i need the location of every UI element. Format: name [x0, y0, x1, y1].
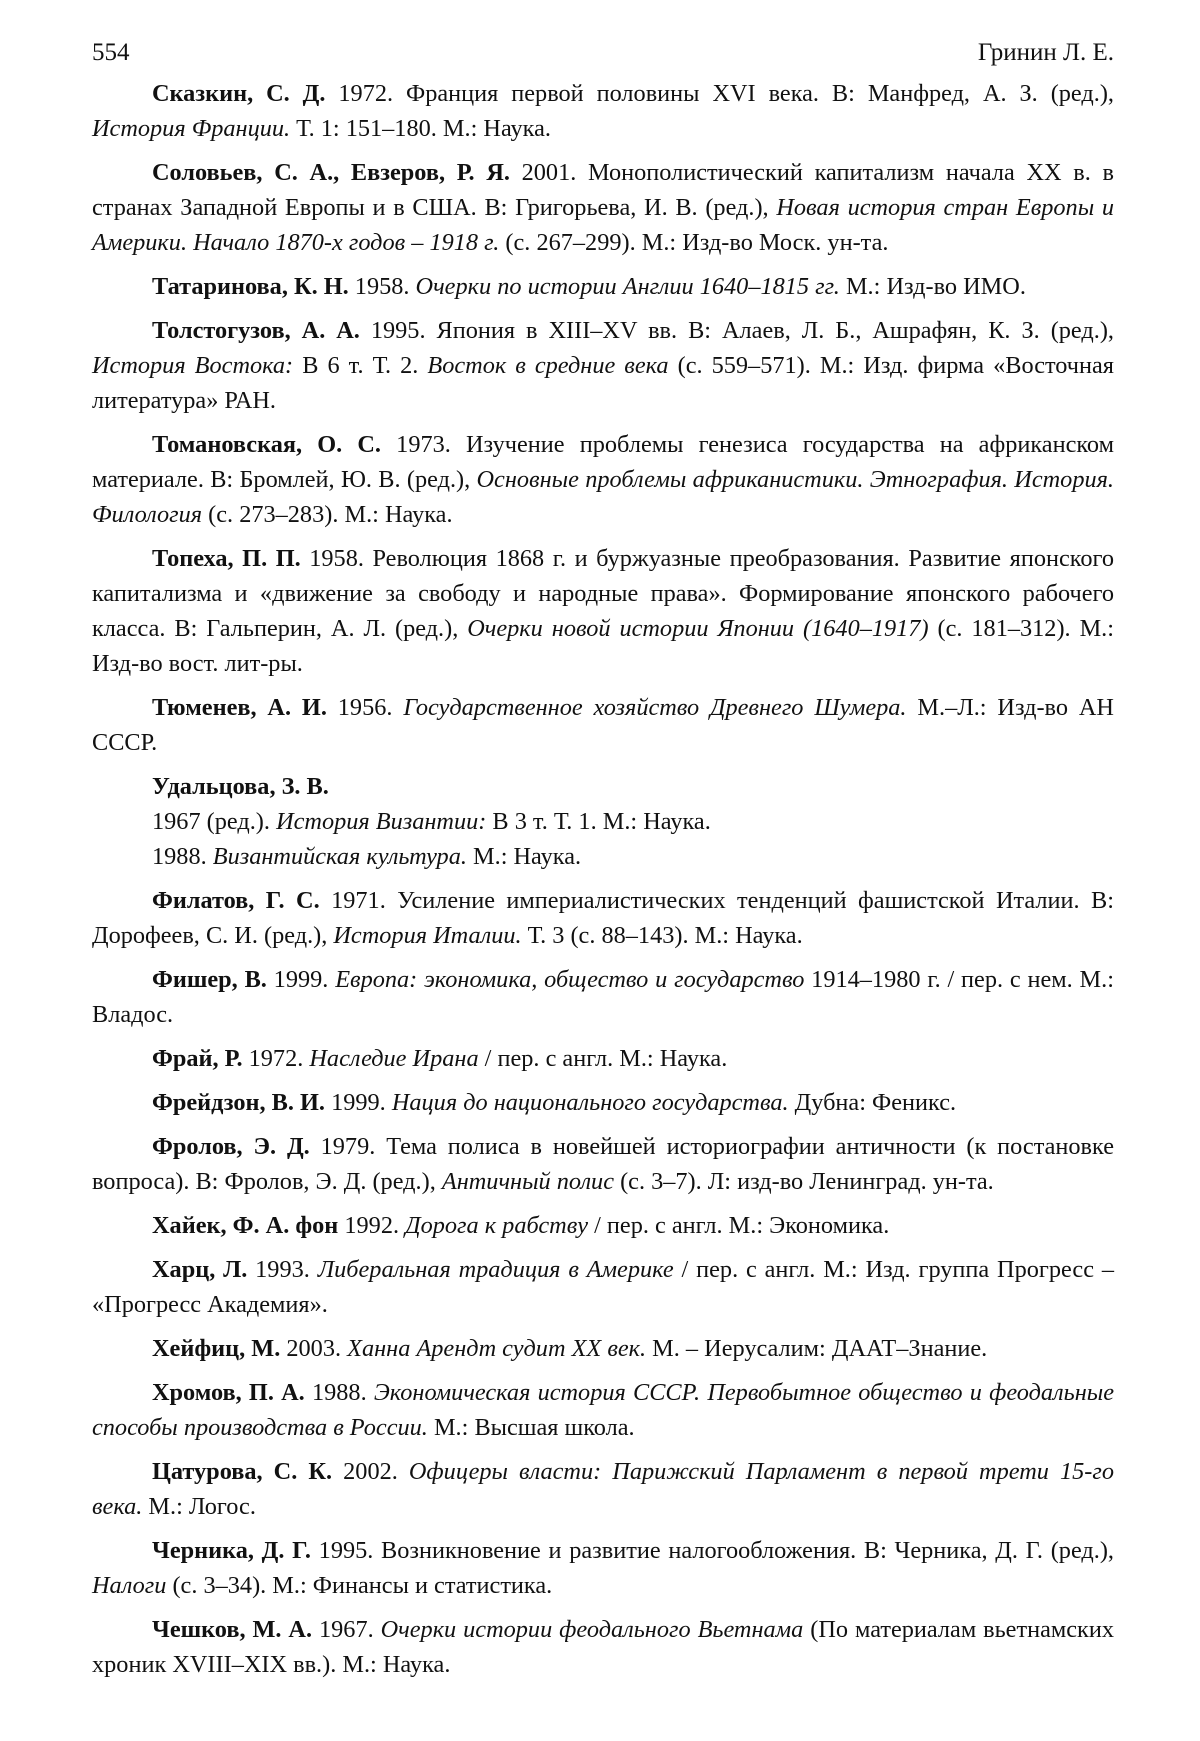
bibliography-entry: Толстогузов, А. А. 1995. Япония в XIII–XV вв. В: Алаев, Л. Б., Ашрафян, К. З. (ред.), История Востока: В 6 т. Т. 2. Восток в средние века (с. 559–571). М.: Изд. фирма «Восточная литература» РАН.	[92, 317, 1115, 414]
bibliography-entry: Томановская, О. С. 1973. Изучение проблемы генезиса государства на африканском материале. В: Бромлей, Ю. В. (ред.), Основные проблемы африканистики. Этнография. История. Филология (с. 273–283). М.: Наука.	[92, 431, 1114, 528]
bibliography-entry: Татаринова, К. Н. 1958. Очерки по истории Англии 1640–1815 гг. М.: Изд-во ИМО.	[152, 273, 1026, 300]
sub-entry: 1988. Византийская культура. М.: Наука.	[152, 843, 582, 870]
bibliography-entry: Харц, Л. 1993. Либеральная традиция в Америке / пер. с англ. М.: Изд. группа Прогресс – «Прогресс Академия».	[92, 1256, 1114, 1318]
bibliography-entry: Филатов, Г. С. 1971. Усиление империалистических тенденций фашистской Италии. В: Дорофеев, С. И. (ред.), История Италии. Т. 3 (с. 88–143). М.: Наука.	[92, 887, 1114, 949]
bibliography-entry: Хейфиц, М. 2003. Ханна Арендт судит XX век. М. – Иерусалим: ДААТ–Знание.	[152, 1335, 988, 1362]
sub-entry: 1967 (ред.). История Византии: В 3 т. Т. 1. М.: Наука.	[152, 808, 711, 835]
bibliography-entry: Удальцова, З. В. 1967 (ред.). История Византии: В 3 т. Т. 1. М.: Наука. 1988. Византийская культура. М.: Наука.	[92, 769, 1114, 874]
bibliography-entry: Чешков, М. А. 1967. Очерки истории феодального Вьетнама (По материалам вьетнамских хроник XVIII–XIX вв.). М.: Наука.	[92, 1616, 1114, 1678]
running-title: Гринин Л. Е.	[977, 39, 1114, 66]
bibliography-entry: Фрейдзон, В. И. 1999. Нация до национального государства. Дубна: Феникс.	[152, 1089, 957, 1116]
bibliography-entry: Тюменев, А. И. 1956. Государственное хозяйство Древнего Шумера. М.–Л.: Изд-во АН СССР.	[92, 694, 1114, 756]
page-header	[92, 38, 1114, 68]
bibliography-entry: Топеха, П. П. 1958. Революция 1868 г. и буржуазные преобразования. Развитие японского капитализма и «движение за свободу и народные права». Формирование японского рабочего класса. В: Гальперин, А. Л. (ред.), Очерки новой истории Японии (1640–1917) (с. 181–312). М.: Изд-во вост. лит-ры.	[92, 545, 1114, 677]
bibliography-entry: Фишер, В. 1999. Европа: экономика, общество и государство 1914–1980 г. / пер. с нем. М.: Владос.	[92, 966, 1114, 1028]
bibliography-entry: Черника, Д. Г. 1995. Возникновение и развитие налогообложения. В: Черника, Д. Г. (ред.), Налоги (с. 3–34). М.: Финансы и статистика.	[92, 1537, 1115, 1599]
bibliography-entry: Фролов, Э. Д. 1979. Тема полиса в новейшей историографии античности (к постановке вопроса). В: Фролов, Э. Д. (ред.), Античный полис (с. 3–7). Л: изд-во Ленинград. ун-та.	[92, 1133, 1114, 1195]
bibliography-list	[92, 76, 1114, 1682]
bibliography-entry: Соловьев, С. А., Евзеров, Р. Я. 2001. Монополистический капитализм начала XX в. в странах Западной Европы и в США. В: Григорьева, И. В. (ред.), Новая история стран Европы и Америки. Начало 1870-х годов – 1918 г. (с. 267–299). М.: Изд-во Моск. ун-та.	[92, 159, 1115, 256]
bibliography-entry: Хромов, П. А. 1988. Экономическая история СССР. Первобытное общество и феодальные способы производства в России. М.: Высшая школа.	[92, 1379, 1114, 1441]
bibliography-entry: Фрай, Р. 1972. Наследие Ирана / пер. с англ. М.: Наука.	[152, 1045, 728, 1072]
bibliography-entry: Сказкин, С. Д. 1972. Франция первой половины XVI века. В: Манфред, А. З. (ред.), История Франции. Т. 1: 151–180. М.: Наука.	[92, 80, 1114, 142]
page-number: 554	[92, 39, 130, 66]
bibliography-entry: Хайек, Ф. А. фон 1992. Дорога к рабству / пер. с англ. М.: Экономика.	[152, 1212, 890, 1239]
bibliography-entry: Цатурова, С. К. 2002. Офицеры власти: Парижский Парламент в первой трети 15-го века. М.: Логос.	[92, 1458, 1114, 1520]
